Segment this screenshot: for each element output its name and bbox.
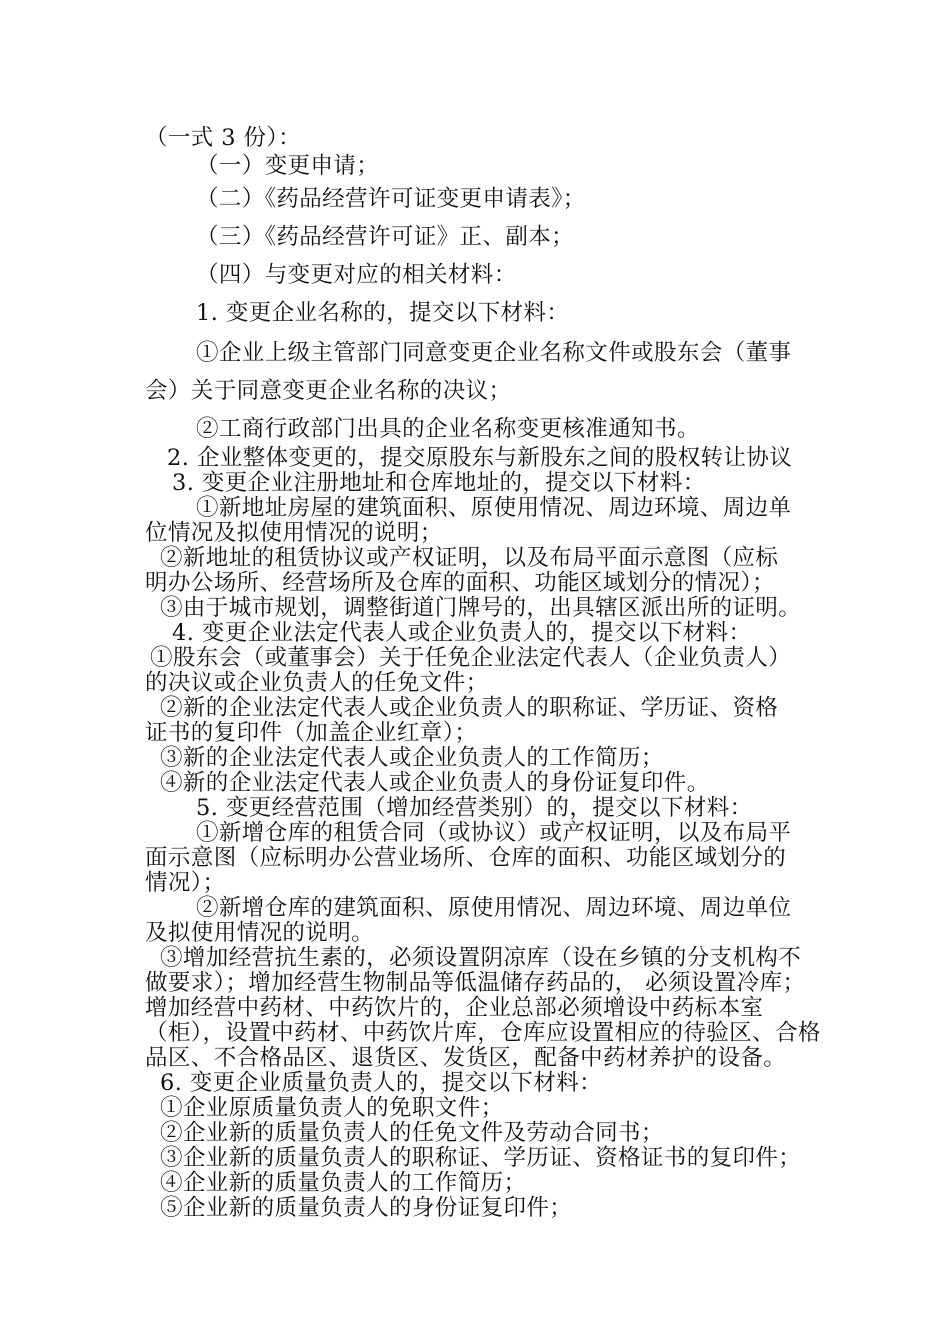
text-line: ②新地址的租赁协议或产权证明，以及布局平面示意图（应标: [160, 545, 779, 571]
text-line: 增加经营中药材、中药饮片的，企业总部必须增设中药标本室: [145, 995, 764, 1021]
text-line: ①股东会（或董事会）关于任免企业法定代表人（企业负责人）: [150, 645, 792, 671]
list-item: （三）《药品经营许可证》正、副本；: [196, 224, 575, 250]
list-item: （四）与变更对应的相关材料：: [196, 262, 517, 288]
text-line: 明办公场所、经营场所及仓库的面积、功能区域划分的情况）；: [145, 570, 775, 596]
text-line: ②新的企业法定代表人或企业负责人的职称证、学历证、资格: [160, 695, 779, 721]
list-item: （一）变更申请；: [196, 153, 380, 179]
section-heading: 5. 变更经营范围（增加经营类别）的，提交以下材料：: [196, 795, 753, 821]
section-heading: 6. 变更企业质量负责人的，提交以下材料：: [160, 1070, 603, 1096]
text-line: 的决议或企业负责人的任免文件；: [145, 670, 489, 696]
text-line: （一式 3 份）：: [145, 125, 301, 151]
text-line: ②新增仓库的建筑面积、原使用情况、周边环境、周边单位: [196, 895, 792, 921]
text-line: ①新地址房屋的建筑面积、原使用情况、周边环境、周边单: [196, 495, 792, 521]
text-line: ①企业上级主管部门同意变更企业名称文件或股东会（董事: [196, 340, 792, 366]
text-line: ②企业新的质量负责人的任免文件及劳动合同书；: [160, 1120, 664, 1146]
text-line: 品区、不合格品区、退货区、发货区，配备中药材养护的设备。: [145, 1045, 787, 1071]
text-line: ③新的企业法定代表人或企业负责人的工作简历；: [160, 745, 664, 771]
text-line: ③增加经营抗生素的，必须设置阴凉库（设在乡镇的分支机构不: [160, 945, 802, 971]
section-heading: 3. 变更企业注册地址和仓库地址的，提交以下材料：: [172, 470, 706, 496]
text-line: ④新的企业法定代表人或企业负责人的身份证复印件。: [160, 770, 710, 796]
text-line: 面示意图（应标明办公营业场所、仓库的面积、功能区域划分的: [145, 845, 787, 871]
text-line: ②工商行政部门出具的企业名称变更核准通知书。: [196, 416, 700, 442]
section-heading: 1. 变更企业名称的，提交以下材料：: [196, 300, 570, 326]
text-line: （柜），设置中药材、中药饮片库，仓库应设置相应的待验区、合格: [145, 1020, 821, 1046]
section-heading: 2. 企业整体变更的，提交原股东与新股东之间的股权转让协议: [167, 445, 793, 471]
text-line: ①新增仓库的租赁合同（或协议）或产权证明，以及布局平: [196, 820, 792, 846]
text-line: 及拟使用情况的说明。: [145, 920, 375, 946]
text-line: ⑤企业新的质量负责人的身份证复印件；: [160, 1195, 573, 1221]
text-line: 位情况及拟使用情况的说明；: [145, 520, 443, 546]
text-line: ③由于城市规划，调整街道门牌号的，出具辖区派出所的证明。: [160, 595, 802, 621]
section-heading: 4. 变更企业法定代表人或企业负责人的，提交以下材料：: [172, 620, 752, 646]
text-line: 会）关于同意变更企业名称的决议；: [145, 378, 512, 404]
text-line: ①企业原质量负责人的免职文件；: [160, 1095, 504, 1121]
text-line: ④企业新的质量负责人的工作简历；: [160, 1170, 527, 1196]
text-line: 证书的复印件（加盖企业红章）；: [145, 720, 478, 746]
list-item: （二）《药品经营许可证变更申请表》；: [196, 186, 586, 212]
text-line: 情况）；: [145, 870, 226, 896]
text-line: 做要求）；增加经营生物制品等低温储存药品的， 必须设置冷库；: [145, 970, 806, 996]
text-line: ③企业新的质量负责人的职称证、学历证、资格证书的复印件；: [160, 1145, 802, 1171]
